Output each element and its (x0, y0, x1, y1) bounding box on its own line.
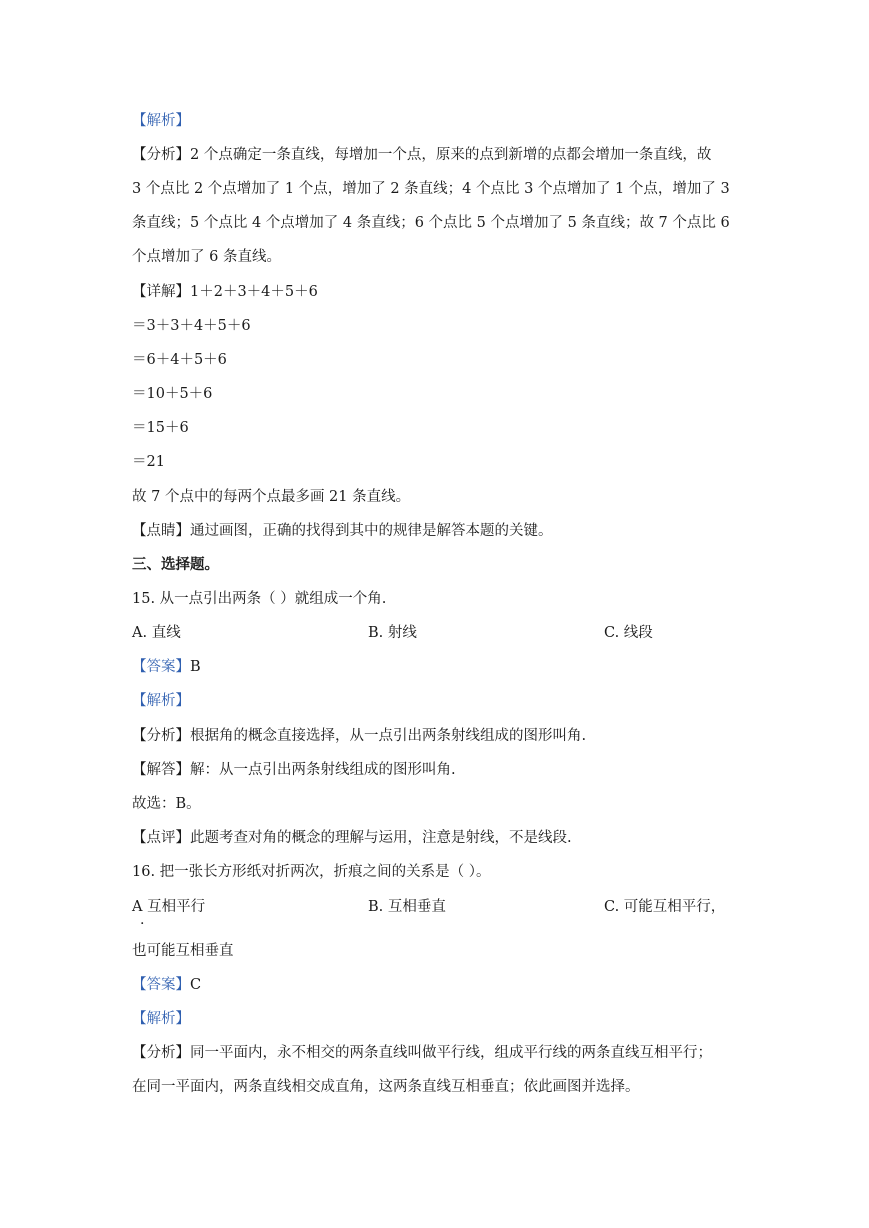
q16-option-b: B. 互相垂直 (368, 899, 446, 915)
q14-analysis-line-2: 3 个点比 2 个点增加了 1 个点，增加了 2 条直线；4 个点比 3 个点增加了 1 个点，增加了 3 (132, 181, 730, 197)
q16-question: 16. 把一张长方形纸对折两次，折痕之间的关系是（ ）。 (132, 864, 491, 880)
q15-analysis: 【分析】根据角的概念直接选择，从一点引出两条射线组成的图形叫角. (132, 728, 587, 744)
q14-step-3: ＝10＋5＋6 (132, 386, 213, 402)
q16-option-a-dot: . (140, 912, 145, 928)
q14-step-4: ＝15＋6 (132, 420, 189, 436)
q16-analysis-line-2: 在同一平面内，两条直线相交成直角，这两条直线互相垂直；依此画图并选择。 (132, 1079, 640, 1095)
q14-step-5: ＝21 (132, 454, 165, 470)
q15-jiexi-label: 【解析】 (132, 693, 190, 709)
q15-choice: 故选：B。 (132, 796, 201, 812)
q15-option-c: C. 线段 (604, 625, 653, 641)
q15-comment: 【点评】此题考查对角的概念的理解与运用，注意是射线，不是线段. (132, 830, 572, 846)
q14-detail: 【详解】1＋2＋3＋4＋5＋6 (132, 284, 318, 300)
q14-analysis-line-1: 【分析】2 个点确定一条直线，每增加一个点，原来的点到新增的点都会增加一条直线，故 (132, 147, 712, 163)
q16-option-a: A 互相平行 (132, 899, 206, 915)
section-heading: 三、选择题。 (132, 556, 219, 573)
q16-answer-value: C (190, 977, 202, 993)
q15-question: 15. 从一点引出两条（ ）就组成一个角. (132, 591, 387, 607)
q14-step-1: ＝3＋3＋4＋5＋6 (132, 318, 251, 334)
q16-option-c-continuation: 也可能互相垂直 (132, 943, 234, 959)
q15-option-b: B. 射线 (368, 625, 417, 641)
q16-option-c: C. 可能互相平行， (604, 899, 726, 915)
q16-analysis-line-1: 【分析】同一平面内，永不相交的两条直线叫做平行线，组成平行线的两条直线互相平行； (132, 1045, 712, 1061)
q14-jiexi-label: 【解析】 (132, 113, 190, 129)
q16-jiexi-label: 【解析】 (132, 1011, 190, 1027)
q14-analysis-line-4: 个点增加了 6 条直线。 (132, 249, 281, 265)
q15-answer-tag: 【答案】 (132, 659, 190, 675)
q14-conclusion: 故 7 个点中的每两个点最多画 21 条直线。 (132, 489, 411, 505)
q14-step-2: ＝6＋4＋5＋6 (132, 352, 227, 368)
q14-analysis-line-3: 条直线；5 个点比 4 个点增加了 4 条直线；6 个点比 5 个点增加了 5 条直线；故 7 个点比 6 (132, 215, 730, 231)
q14-key-point: 【点睛】通过画图，正确的找得到其中的规律是解答本题的关键。 (132, 523, 553, 539)
q15-answer (132, 657, 201, 677)
q15-option-a: A. 直线 (132, 625, 181, 641)
q15-solution: 【解答】解：从一点引出两条射线组成的图形叫角. (132, 762, 456, 778)
q16-answer-tag: 【答案】 (132, 977, 190, 993)
q15-answer-value: B (190, 659, 201, 675)
q16-answer (132, 975, 201, 995)
